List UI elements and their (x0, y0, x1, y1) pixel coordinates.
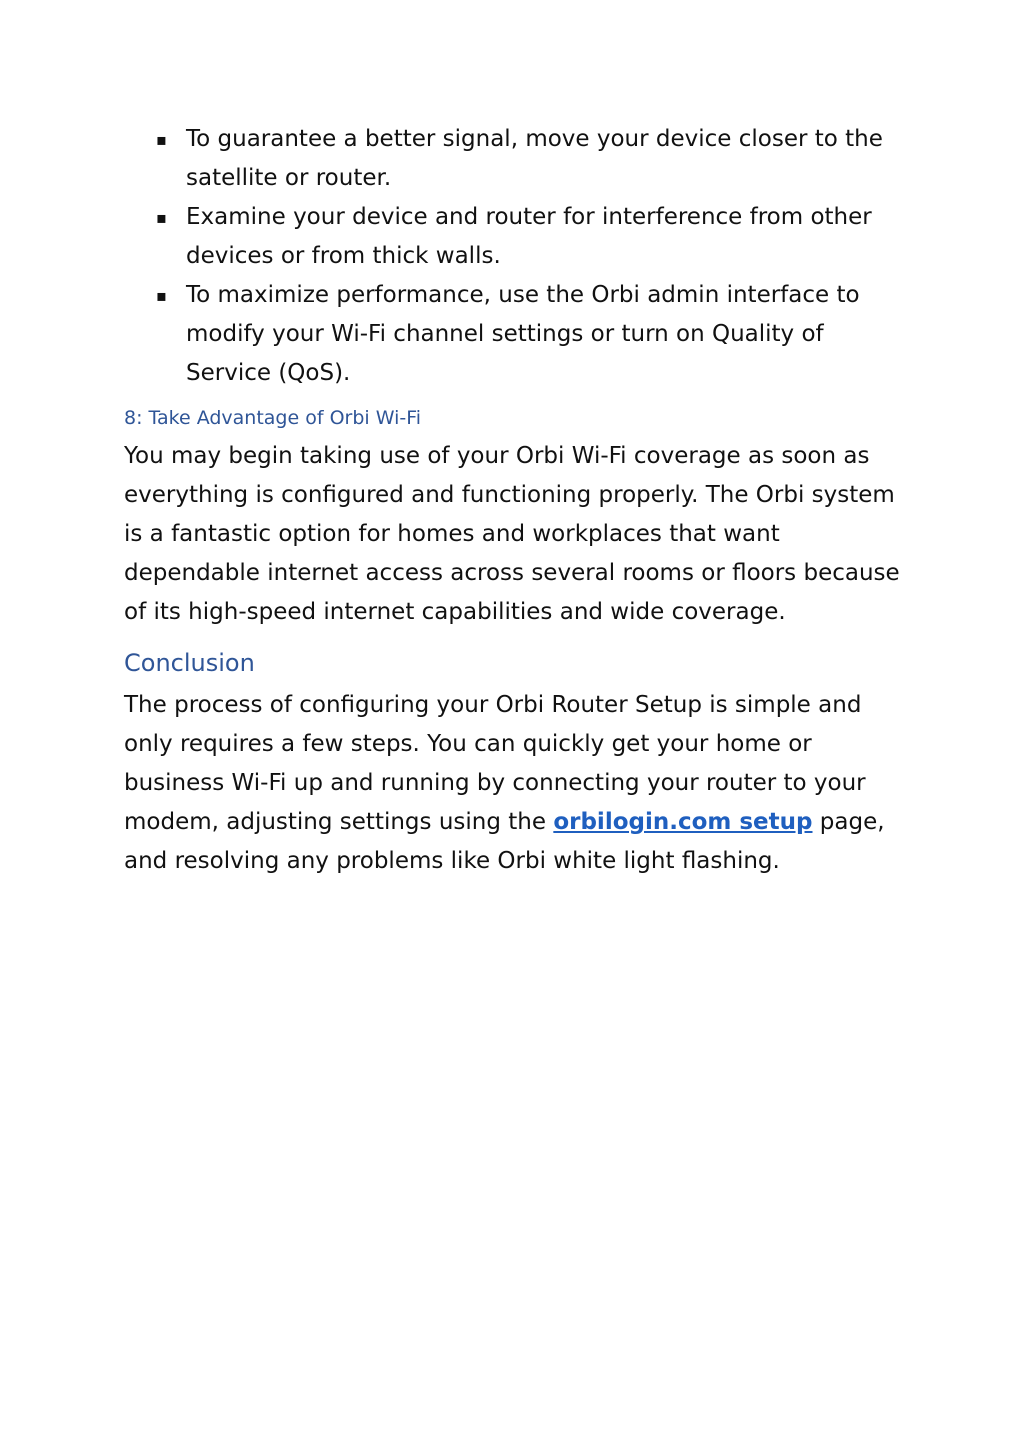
bullet-text: To maximize performance, use the Orbi admin interface to modify your Wi-Fi channel settings or turn on Quality of Service (QoS). (186, 282, 860, 386)
page-content (124, 120, 904, 881)
conclusion-text-after-link: page, and resolving any problems like Orbi white light flashing. (124, 809, 885, 874)
bullet-item (124, 276, 904, 393)
section-8-heading: 8: Take Advantage of Orbi Wi-Fi (124, 407, 422, 429)
bullet-item (124, 120, 904, 198)
conclusion-paragraph (124, 686, 904, 881)
bullet-text: To guarantee a better signal, move your device closer to the satellite or router. (186, 126, 883, 191)
conclusion-text-before-link: The process of configuring your Orbi Router Setup is simple and only requires a few steps. You can quickly get your home or business Wi-Fi up and running by connecting your router to your modem, adjusting settings using the (124, 692, 866, 835)
square-bullet-icon: ▪ (156, 286, 167, 305)
square-bullet-icon: ▪ (156, 130, 167, 149)
conclusion-heading: Conclusion (124, 649, 255, 677)
square-bullet-icon: ▪ (156, 208, 167, 227)
section-8-paragraph: You may begin taking use of your Orbi Wi-Fi coverage as soon as everything is configured and functioning properly. The Orbi system is a fantastic option for homes and workplaces that want dependable internet access across several rooms or floors because of its high-speed internet capabilities and wide coverage. (124, 443, 900, 625)
bullet-text: Examine your device and router for interference from other devices or from thick walls. (186, 204, 872, 269)
orbilogin-setup-link[interactable]: orbilogin.com setup (553, 809, 813, 835)
tips-bullet-list (124, 120, 904, 393)
bullet-item (124, 198, 904, 276)
